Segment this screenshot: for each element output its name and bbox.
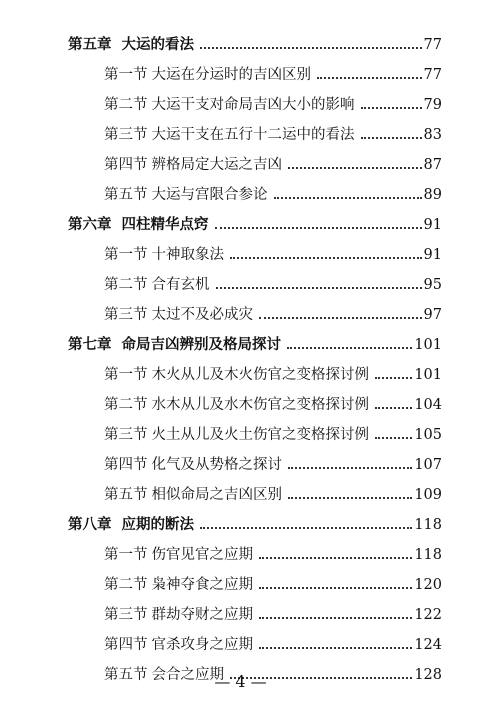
toc-entry-label xyxy=(104,158,282,173)
toc-entry-label xyxy=(104,548,253,563)
dot-leader xyxy=(216,285,422,289)
dot-leader xyxy=(200,525,412,529)
toc-entry-page: 77 xyxy=(423,66,442,83)
toc-entry-number: 第二节 xyxy=(104,276,148,293)
toc-entry-number: 第四节 xyxy=(104,636,148,653)
toc-entry-number: 第一节 xyxy=(104,546,148,563)
toc-section-entry[interactable] xyxy=(0,540,481,570)
toc-entry-title: 太过不及必成灾 xyxy=(151,306,253,323)
toc-entry-label xyxy=(68,35,194,53)
toc-entry-title: 大运干支在五行十二运中的看法 xyxy=(151,126,355,143)
toc-section-entry[interactable] xyxy=(0,240,481,270)
dot-leader xyxy=(375,375,412,379)
dot-leader xyxy=(375,405,412,409)
toc-entry-title: 大运与宫限合参论 xyxy=(151,186,268,203)
toc-entry-number: 第八章 xyxy=(68,515,112,533)
toc-section-entry[interactable] xyxy=(0,480,481,510)
toc-section-entry[interactable] xyxy=(0,300,481,330)
toc-entry-label xyxy=(104,638,253,653)
toc-entry-label xyxy=(104,368,369,383)
toc-entry-title: 枭神夺食之应期 xyxy=(151,576,253,593)
toc-chapter-entry[interactable] xyxy=(0,210,481,240)
toc-chapter-entry[interactable] xyxy=(0,330,481,360)
toc-entry-number: 第四节 xyxy=(104,156,148,173)
dot-leader xyxy=(361,135,422,139)
dot-leader xyxy=(287,345,412,349)
toc-entry-number: 第一节 xyxy=(104,366,148,383)
toc-entry-title: 辨格局定大运之吉凶 xyxy=(151,156,282,173)
toc-entry-label xyxy=(104,128,355,143)
toc-entry-page: 95 xyxy=(423,276,442,293)
toc-entry-number: 第五节 xyxy=(104,186,148,203)
toc-entry-label xyxy=(104,248,224,263)
dot-leader xyxy=(259,615,412,619)
toc-entry-title: 大运在分运时的吉凶区别 xyxy=(151,66,311,83)
toc-entry-page: 101 xyxy=(414,366,442,383)
toc-section-entry[interactable] xyxy=(0,390,481,420)
toc-entry-title: 四柱精华点窍 xyxy=(121,215,209,233)
toc-entry-number: 第三节 xyxy=(104,606,148,623)
toc-entry-label xyxy=(104,308,253,323)
toc-entry-label xyxy=(104,98,355,113)
toc-entry-page: 122 xyxy=(414,606,442,623)
dot-leader xyxy=(259,585,412,589)
toc-entry-title: 火土从儿及火土伤官之变格探讨例 xyxy=(151,426,369,443)
toc-entry-number: 第二节 xyxy=(104,396,148,413)
toc-entry-page: 91 xyxy=(423,216,442,233)
toc-entry-title: 会合之应期 xyxy=(151,666,224,683)
toc-section-entry[interactable] xyxy=(0,60,481,90)
table-of-contents xyxy=(0,30,481,690)
toc-entry-label xyxy=(104,188,268,203)
toc-entry-page: 109 xyxy=(414,486,442,503)
toc-entry-page: 128 xyxy=(414,666,442,683)
toc-section-entry[interactable] xyxy=(0,150,481,180)
toc-entry-label xyxy=(104,608,253,623)
toc-entry-page: 124 xyxy=(414,636,442,653)
toc-entry-page: 101 xyxy=(414,336,442,353)
toc-entry-title: 木火从儿及木火伤官之变格探讨例 xyxy=(151,366,369,383)
toc-entry-page: 79 xyxy=(423,96,442,113)
toc-section-entry[interactable] xyxy=(0,180,481,210)
toc-entry-number: 第一节 xyxy=(104,66,148,83)
toc-entry-label xyxy=(104,428,369,443)
toc-section-entry[interactable] xyxy=(0,420,481,450)
toc-entry-label xyxy=(104,278,210,293)
dot-leader xyxy=(259,645,412,649)
toc-entry-number: 第二节 xyxy=(104,576,148,593)
toc-entry-label xyxy=(68,335,281,353)
toc-entry-page: 118 xyxy=(414,516,442,533)
toc-entry-page: 118 xyxy=(414,546,442,563)
toc-entry-page: 104 xyxy=(414,396,442,413)
dot-leader xyxy=(230,255,422,259)
toc-entry-number: 第一节 xyxy=(104,246,148,263)
toc-section-entry[interactable] xyxy=(0,270,481,300)
toc-section-entry[interactable] xyxy=(0,360,481,390)
toc-entry-number: 第三节 xyxy=(104,306,148,323)
toc-entry-label xyxy=(68,515,194,533)
toc-section-entry[interactable] xyxy=(0,90,481,120)
toc-entry-title: 命局吉凶辨别及格局探讨 xyxy=(121,335,281,353)
toc-section-entry[interactable] xyxy=(0,450,481,480)
toc-entry-page: 83 xyxy=(423,126,442,143)
toc-section-entry[interactable] xyxy=(0,600,481,630)
toc-entry-title: 十神取象法 xyxy=(151,246,224,263)
toc-section-entry[interactable] xyxy=(0,630,481,660)
toc-entry-label xyxy=(104,458,282,473)
toc-entry-number: 第五节 xyxy=(104,486,148,503)
toc-section-entry[interactable] xyxy=(0,570,481,600)
toc-entry-title: 大运的看法 xyxy=(121,35,194,53)
dot-leader xyxy=(317,75,422,79)
toc-entry-title: 官杀攻身之应期 xyxy=(151,636,253,653)
toc-entry-title: 伤官见官之应期 xyxy=(151,546,253,563)
toc-entry-number: 第三节 xyxy=(104,126,148,143)
toc-entry-label xyxy=(104,68,311,83)
toc-entry-page: 120 xyxy=(414,576,442,593)
toc-entry-title: 合有玄机 xyxy=(151,276,210,293)
toc-entry-title: 应期的断法 xyxy=(121,515,194,533)
toc-entry-label xyxy=(68,215,209,233)
toc-chapter-entry[interactable] xyxy=(0,510,481,540)
dot-leader xyxy=(288,495,412,499)
dot-leader xyxy=(259,315,422,319)
toc-section-entry[interactable] xyxy=(0,120,481,150)
toc-entry-number: 第二节 xyxy=(104,96,148,113)
toc-entry-label xyxy=(104,488,282,503)
dot-leader xyxy=(215,225,422,229)
toc-entry-page: 89 xyxy=(423,186,442,203)
dot-leader xyxy=(200,45,422,49)
dot-leader xyxy=(288,465,412,469)
toc-entry-number: 第七章 xyxy=(68,335,112,353)
toc-entry-page: 105 xyxy=(414,426,442,443)
toc-entry-number: 第三节 xyxy=(104,426,148,443)
toc-entry-title: 相似命局之吉凶区别 xyxy=(151,486,282,503)
toc-entry-number: 第五章 xyxy=(68,35,112,53)
toc-entry-title: 大运干支对命局吉凶大小的影响 xyxy=(151,96,355,113)
toc-entry-page: 91 xyxy=(423,246,442,263)
toc-chapter-entry[interactable] xyxy=(0,30,481,60)
toc-entry-title: 化气及从势格之探讨 xyxy=(151,456,282,473)
dot-leader xyxy=(375,435,412,439)
dot-leader xyxy=(361,105,422,109)
page-number: — 4 — xyxy=(214,672,267,691)
toc-entry-title: 群劫夺财之应期 xyxy=(151,606,253,623)
toc-entry-number: 第六章 xyxy=(68,215,112,233)
toc-entry-page: 87 xyxy=(423,156,442,173)
dot-leader xyxy=(288,165,422,169)
toc-entry-label xyxy=(104,398,369,413)
toc-entry-page: 97 xyxy=(423,306,442,323)
toc-entry-number: 第四节 xyxy=(104,456,148,473)
toc-entry-number: 第五节 xyxy=(104,666,148,683)
toc-entry-title: 水木从儿及水木伤官之变格探讨例 xyxy=(151,396,369,413)
dot-leader xyxy=(274,195,422,199)
toc-entry-label xyxy=(104,578,253,593)
toc-entry-page: 77 xyxy=(423,36,442,53)
dot-leader xyxy=(259,555,412,559)
toc-entry-page: 107 xyxy=(414,456,442,473)
